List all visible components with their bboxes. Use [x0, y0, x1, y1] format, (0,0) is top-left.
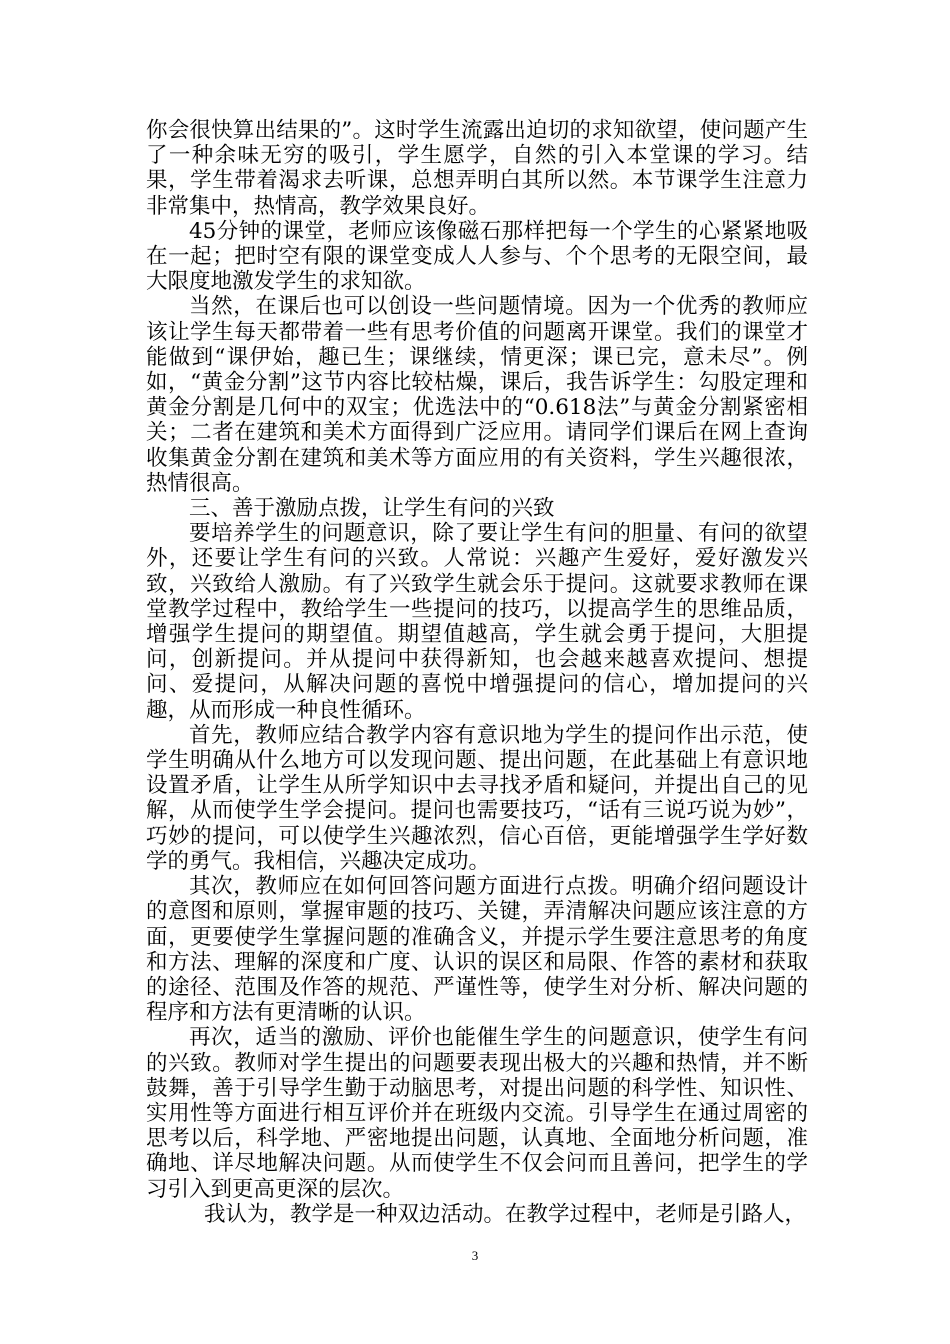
- paragraph-second-guidance: 其次，教师应在如何回答问题方面进行点拨。明确介绍问题设计的意图和原则，掌握审题的技巧、关键，弄清解决问题应该注意的方面，更要使学生掌握问题的准确含义，并提示学生要注意思考的角度和方法、理解的深度和广度、认识的误区和局限、作答的素材和获取的途径、范围及作答的规范、严谨性等，使学生对分析、解决问题的程序和方法有更清晰的认识。: [146, 874, 808, 1026]
- paragraph-two-way-activity: 我认为，教学是一种双边活动。在教学过程中，老师是引路人，: [204, 1201, 807, 1227]
- paragraph-question-interest: 要培养学生的问题意识，除了要让学生有问的胆量、有问的欲望外，还要让学生有问的兴致。人常说：兴趣产生爱好，爱好激发兴致，兴致给人激励。有了兴致学生就会乐于提问。这就要求教师在课堂教学过程中，教给学生一些提问的技巧，以提高学生的思维品质，增强学生提问的期望值。期望值越高，学生就会勇于提问，大胆提问，创新提问。并从提问中获得新知，也会越来越喜欢提问、想提问、爱提问，从解决问题的喜悦中增强提问的信心，增加提问的兴趣，从而形成一种良性循环。: [146, 521, 808, 723]
- paragraph-first-demonstration: 首先，教师应结合教学内容有意识地为学生的提问作出示范，使学生明确从什么地方可以发现问题、提出问题，在此基础上有意识地设置矛盾，让学生从所学知识中去寻找矛盾和疑问，并提出自己的见解，从而使学生学会提问。提问也需要技巧，“话有三说巧说为妙”，巧妙的提问，可以使学生兴趣浓烈，信心百倍，更能增强学生学好数学的勇气。我相信，兴趣决定成功。: [146, 722, 808, 874]
- document-body: [146, 118, 808, 1227]
- section-heading-three: 三、善于激励点拨，让学生有问的兴致: [189, 496, 555, 522]
- paragraph-third-encouragement: 再次，适当的激励、评价也能催生学生的问题意识，使学生有问的兴致。教师对学生提出的问题要表现出极大的兴趣和热情，并不断鼓舞，善于引导学生勤于动脑思考，对提出问题的科学性、知识性、实用性等方面进行相互评价并在班级内交流。引导学生在通过周密的思考以后，科学地、严密地提出问题，认真地、全面地分析问题，准确地、详尽地解决问题。从而使学生不仅会问而且善问，把学生的学习引入到更高更深的层次。: [146, 1025, 808, 1202]
- paragraph-classroom-magnet: 45分钟的课堂，老师应该像磁石那样把每一个学生的心紧紧地吸在一起；把时空有限的课堂变成人人参与、个个思考的无限空间，最大限度地激发学生的求知欲。: [146, 218, 808, 295]
- paragraph-continuation: 你会很快算出结果的”。这时学生流露出迫切的求知欲望，使问题产生了一种余味无穷的吸引，学生愿学，自然的引入本堂课的学习。结果，学生带着渴求去听课，总想弄明白其所以然。本节课学生注意力非常集中，热情高，教学效果良好。: [146, 118, 808, 219]
- page-number: 3: [471, 1248, 479, 1263]
- paragraph-after-class-situations: 当然，在课后也可以创设一些问题情境。因为一个优秀的教师应该让学生每天都带着一些有思考价值的问题离开课堂。我们的课堂才能做到“课伊始，趣已生；课继续，情更深；课已完，意未尽”。例如，“黄金分割”这节内容比较枯燥，课后，我告诉学生：勾股定理和黄金分割是几何中的双宝；优选法中的“0.618法”与黄金分割紧密相关；二者在建筑和美术方面得到广泛应用。请同学们课后在网上查询收集黄金分割在建筑和美术等方面应用的有关资料，学生兴趣很浓，热情很高。: [146, 294, 808, 496]
